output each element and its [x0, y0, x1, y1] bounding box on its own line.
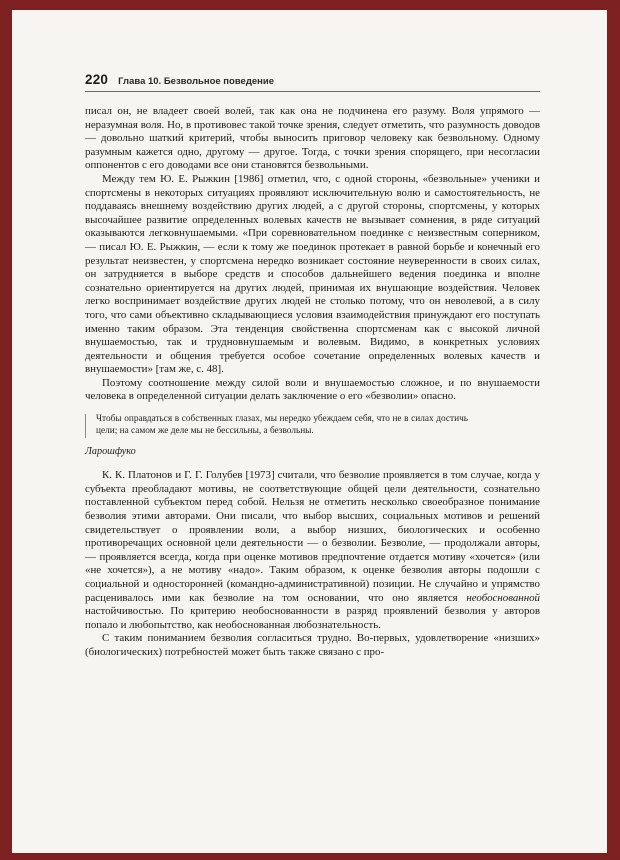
book-page	[12, 10, 607, 853]
chapter-title: Глава 10. Безвольное поведение	[118, 76, 275, 87]
epigraph-author: Ларошфуко	[85, 445, 136, 457]
text-run: настойчивостью. По критерию необоснованности в разряд проявлений безволия у авторов попало и любопытство, как необоснованная любознательность.	[85, 605, 540, 631]
page-number: 220	[85, 72, 109, 87]
page-content	[12, 72, 607, 660]
paragraph: Поэтому соотношение между силой воли и внушаемостью сложное, и по внушаемости человека в определенной ситуации делать заключение о его «безволии» опасно.	[85, 376, 540, 403]
running-head	[85, 72, 540, 92]
italic-text-run: необоснованной	[466, 591, 540, 604]
text-run: К. К. Платонов и Г. Г. Голубев [1973] считали, что безволие проявляется в том случае, когда у субъекта преобладают мотивы, не соответствующие общей цели деятельности, сознательно поставленной субъектом перед собой. Нельзя не отметить несколько своеобразное понимание безволия этими авторами. Они писали, что выбор высших, социальных мотивов и решений свидетельствует о проявлении воли, а выбор низших, биологических и особенно противоречащих основной цели деятельности — о безволии. Безволие, — продолжали авторы, — проявляется всегда, когда при оценке мотивов предпочтение отдается мотиву «хочется» (или «не хочется»), а не мотиву «надо». Таким образом, к оценке безволия авторы подошли с социальной и односторонней (командно-административной) позиции. Не случайно и упрямство расценивалось ими как безволие на том основании, что оно является	[85, 469, 540, 604]
paragraph: Между тем Ю. Е. Рыжкин [1986] отметил, что, с одной стороны, «безвольные» ученики и спортсмены в некоторых ситуациях проявляют исключительную волю и самостоятельность, не поддаваясь внешнему воздействию других людей, а с другой стороны, спортсмены, у которых высочайшее развитие определенных волевых качеств не вызывает сомнения, в ряде ситуаций оказываются легковнушаемыми. «При соревновательном поединке с неизвестным соперником, — писал Ю. Е. Рыжкин, — если к тому же поединок протекает в равной борьбе и конечный его результат неизвестен, у спортсмена нередко возникает состояние неуверенности в своих силах, он затрудняется в выборе средств и способов дальнейшего ведения поединка и вполне сознательно ориентируется на других людей, принимая их внушающие воздействия. Человек легко воспринимает воздействие других людей не столько потому, что он неволевой, а в силу того, что сами объективно складывающиеся условия взаимодействия принуждают его поступать именно таким образом. Эта тенденция свойственна спортсменам как с высокой личной внушаемостью, так и трудновнушаемым и волевым. Видимо, в конкретных условиях деятельности и общения требуется особое сочетание определенных волевых качеств и внушаемости» [там же, с. 48].	[85, 172, 540, 376]
epigraph-quote: Чтобы оправдаться в собственных глазах, мы нередко убеждаем себя, что не в силах достичь цели; на самом же деле мы не бессильны, а безвольны.	[85, 414, 468, 438]
paragraph-cutoff: С таким пониманием безволия согласиться трудно. Во-первых, удовлетворение «низших» (биологических) потребностей может быть также связано с про-	[85, 632, 540, 658]
page-body	[85, 105, 540, 660]
paragraph	[85, 469, 540, 632]
paragraph-continuation: писал он, не владеет своей волей, так как она не подчинена его разуму. Воля упрямого — неразумная воля. Но, в противовес такой точке зрения, следует отметить, что разумность доводов — довольно шаткий критерий, чтобы выносить приговор человеку как безвольному. Одному разумным кажется одно, другому — другое. Тогда, с точки зрения спорящего, при несогласии оппонентов с его доводами все они становятся безвольными.	[85, 105, 540, 172]
